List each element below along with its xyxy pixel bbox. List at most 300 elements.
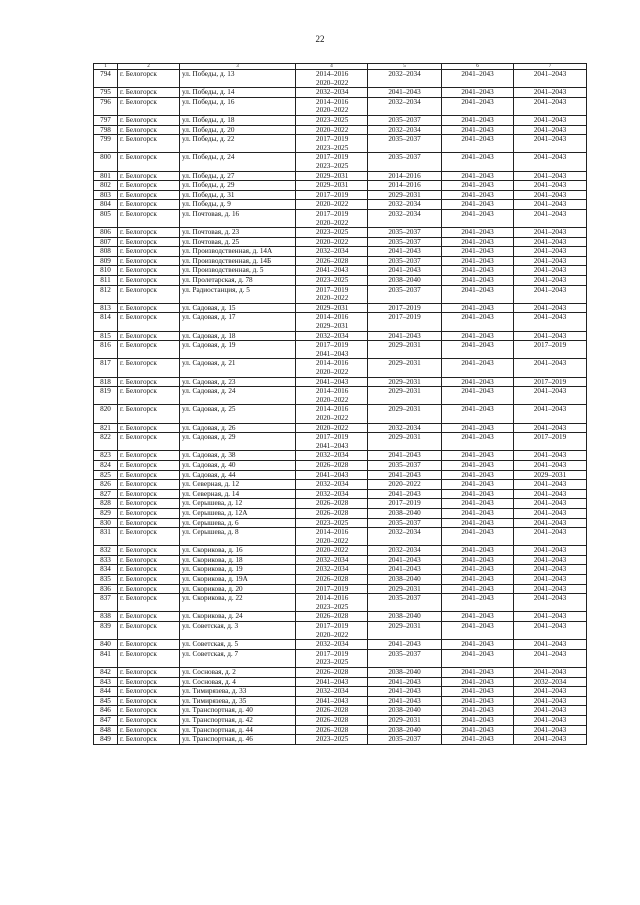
address-cell: ул. Победы, д. 24 (180, 153, 296, 171)
period-line: 2026–2028 (316, 725, 349, 734)
city-cell: г. Белогорск (118, 135, 180, 153)
row-number-cell: 810 (94, 266, 118, 276)
period-line: 2023–2025 (316, 276, 349, 285)
period-5-cell: 2035–2037 (368, 153, 442, 171)
city-cell: г. Белогорск (118, 584, 180, 594)
address-cell: ул. Садовая, д. 25 (180, 405, 296, 423)
address-cell: ул. Советская, д. 3 (180, 622, 296, 640)
period-6-cell: 2041–2043 (442, 460, 514, 470)
period-7-cell: 2041–2043 (514, 209, 587, 227)
address-cell: ул. Победы, д. 29 (180, 181, 296, 191)
city-cell: г. Белогорск (118, 460, 180, 470)
period-line: 2014–2016 (316, 405, 349, 414)
period-6-cell: 2041–2043 (442, 480, 514, 490)
column-number-3: 3 (180, 64, 296, 70)
row-number-cell: 822 (94, 433, 118, 451)
address-cell: ул. Тимирязева, д. 35 (180, 696, 296, 706)
table-row (94, 565, 587, 575)
page-number: 22 (315, 34, 325, 44)
row-number-cell: 828 (94, 499, 118, 509)
table-row (94, 181, 587, 191)
row-number-cell: 846 (94, 706, 118, 716)
period-4-cell (296, 584, 368, 594)
address-cell: ул. Почтовая, д. 25 (180, 237, 296, 247)
period-5-cell: 2017–2019 (368, 499, 442, 509)
period-5-cell: 2041–2043 (368, 331, 442, 341)
period-6-cell: 2041–2043 (442, 470, 514, 480)
city-cell: г. Белогорск (118, 125, 180, 135)
city-cell: г. Белогорск (118, 696, 180, 706)
address-cell: ул. Серышева, д. 12 (180, 499, 296, 509)
table-row (94, 256, 587, 266)
period-7-cell: 2041–2043 (514, 423, 587, 433)
period-4-cell (296, 228, 368, 238)
period-5-cell: 2032–2034 (368, 70, 442, 88)
city-cell: г. Белогорск (118, 115, 180, 125)
table-row (94, 715, 587, 725)
period-7-cell: 2041–2043 (514, 451, 587, 461)
table-row (94, 266, 587, 276)
period-6-cell: 2041–2043 (442, 341, 514, 359)
address-cell: ул. Победы, д. 9 (180, 200, 296, 210)
period-6-cell: 2041–2043 (442, 359, 514, 377)
row-number-cell: 807 (94, 237, 118, 247)
period-5-cell: 2041–2043 (368, 266, 442, 276)
address-cell: ул. Скорикова, д. 22 (180, 594, 296, 612)
period-7-cell: 2041–2043 (514, 276, 587, 286)
period-6-cell: 2041–2043 (442, 209, 514, 227)
period-6-cell: 2041–2043 (442, 153, 514, 171)
period-7-cell: 2041–2043 (514, 612, 587, 622)
period-5-cell: 2041–2043 (368, 555, 442, 565)
address-cell: ул. Почтовая, д. 23 (180, 228, 296, 238)
period-4-cell (296, 640, 368, 650)
table-row (94, 649, 587, 667)
city-cell: г. Белогорск (118, 405, 180, 423)
city-cell: г. Белогорск (118, 594, 180, 612)
period-6-cell: 2041–2043 (442, 125, 514, 135)
row-number-cell: 799 (94, 135, 118, 153)
table-row (94, 341, 587, 359)
period-6-cell: 2041–2043 (442, 735, 514, 745)
period-line: 2023–2025 (316, 658, 349, 667)
period-line: 2029–2031 (316, 322, 349, 331)
period-4-cell (296, 470, 368, 480)
period-5-cell: 2029–2031 (368, 715, 442, 725)
table-row (94, 725, 587, 735)
period-6-cell: 2041–2043 (442, 640, 514, 650)
period-4-cell (296, 303, 368, 313)
city-cell: г. Белогорск (118, 687, 180, 697)
period-4-cell (296, 171, 368, 181)
period-line: 2017–2019 (316, 649, 349, 658)
schedule-table (93, 63, 587, 745)
table-row (94, 387, 587, 405)
period-5-cell: 2035–2037 (368, 135, 442, 153)
city-cell: г. Белогорск (118, 735, 180, 745)
address-cell: ул. Победы, д. 20 (180, 125, 296, 135)
city-cell: г. Белогорск (118, 228, 180, 238)
period-4-cell (296, 276, 368, 286)
row-number-cell: 834 (94, 565, 118, 575)
column-number-6: 6 (442, 64, 514, 70)
period-4-cell (296, 518, 368, 528)
table-row (94, 405, 587, 423)
period-6-cell: 2041–2043 (442, 528, 514, 546)
period-4-cell (296, 88, 368, 98)
period-4-cell (296, 725, 368, 735)
address-cell: ул. Серышева, д. 12А (180, 508, 296, 518)
period-5-cell: 2014–2016 (368, 171, 442, 181)
period-7-cell: 2017–2019 (514, 377, 587, 387)
address-cell: ул. Транспортная, д. 44 (180, 725, 296, 735)
period-6-cell: 2041–2043 (442, 677, 514, 687)
address-cell: ул. Садовая, д. 29 (180, 433, 296, 451)
city-cell: г. Белогорск (118, 97, 180, 115)
period-line: 2020–2022 (316, 413, 349, 422)
period-7-cell: 2041–2043 (514, 594, 587, 612)
period-6-cell: 2041–2043 (442, 405, 514, 423)
address-cell: ул. Транспортная, д. 46 (180, 735, 296, 745)
period-6-cell: 2041–2043 (442, 190, 514, 200)
city-cell: г. Белогорск (118, 313, 180, 331)
city-cell: г. Белогорск (118, 546, 180, 556)
period-5-cell: 2041–2043 (368, 470, 442, 480)
period-6-cell: 2041–2043 (442, 88, 514, 98)
period-line: 2032–2034 (316, 451, 349, 460)
period-6-cell: 2041–2043 (442, 313, 514, 331)
table-row (94, 125, 587, 135)
period-line: 2020–2022 (316, 630, 349, 639)
table-row (94, 584, 587, 594)
city-cell: г. Белогорск (118, 190, 180, 200)
period-4-cell (296, 135, 368, 153)
row-number-cell: 829 (94, 508, 118, 518)
period-7-cell: 2041–2043 (514, 725, 587, 735)
address-cell: ул. Садовая, д. 17 (180, 313, 296, 331)
period-4-cell (296, 266, 368, 276)
address-cell: ул. Победы, д. 27 (180, 171, 296, 181)
period-line: 2020–2022 (316, 218, 349, 227)
period-7-cell: 2041–2043 (514, 499, 587, 509)
row-number-cell: 809 (94, 256, 118, 266)
period-6-cell: 2041–2043 (442, 331, 514, 341)
period-4-cell (296, 70, 368, 88)
period-line: 2020–2022 (316, 78, 349, 87)
period-5-cell: 2035–2037 (368, 228, 442, 238)
period-line: 2026–2028 (316, 460, 349, 469)
city-cell: г. Белогорск (118, 725, 180, 735)
period-7-cell: 2041–2043 (514, 584, 587, 594)
period-6-cell: 2041–2043 (442, 612, 514, 622)
period-5-cell: 2017–2019 (368, 303, 442, 313)
city-cell: г. Белогорск (118, 706, 180, 716)
city-cell: г. Белогорск (118, 387, 180, 405)
period-4-cell (296, 97, 368, 115)
table-row (94, 546, 587, 556)
period-line: 2020–2022 (316, 106, 349, 115)
period-6-cell: 2041–2043 (442, 594, 514, 612)
table-row (94, 171, 587, 181)
period-7-cell: 2029–2031 (514, 470, 587, 480)
period-line: 2020–2022 (316, 546, 349, 555)
city-cell: г. Белогорск (118, 153, 180, 171)
period-line: 2014–2016 (316, 70, 349, 78)
address-cell: ул. Транспортная, д. 42 (180, 715, 296, 725)
row-number-cell: 819 (94, 387, 118, 405)
period-7-cell: 2041–2043 (514, 687, 587, 697)
address-cell: ул. Садовая, д. 15 (180, 303, 296, 313)
period-line: 2032–2034 (316, 480, 349, 489)
row-number-cell: 831 (94, 528, 118, 546)
row-number-cell: 805 (94, 209, 118, 227)
period-4-cell (296, 341, 368, 359)
period-4-cell (296, 706, 368, 716)
row-number-cell: 840 (94, 640, 118, 650)
period-4-cell (296, 460, 368, 470)
table-row (94, 696, 587, 706)
period-5-cell: 2032–2034 (368, 97, 442, 115)
period-7-cell: 2041–2043 (514, 256, 587, 266)
table-row (94, 640, 587, 650)
row-number-cell: 821 (94, 423, 118, 433)
row-number-cell: 801 (94, 171, 118, 181)
period-7-cell: 2041–2043 (514, 359, 587, 377)
period-5-cell: 2035–2037 (368, 594, 442, 612)
period-6-cell: 2041–2043 (442, 725, 514, 735)
address-cell: ул. Производственная, д. 14Б (180, 256, 296, 266)
city-cell: г. Белогорск (118, 480, 180, 490)
address-cell: ул. Транспортная, д. 40 (180, 706, 296, 716)
row-number-cell: 841 (94, 649, 118, 667)
period-5-cell: 2029–2031 (368, 359, 442, 377)
period-5-cell: 2041–2043 (368, 687, 442, 697)
table-row (94, 677, 587, 687)
city-cell: г. Белогорск (118, 640, 180, 650)
period-7-cell: 2041–2043 (514, 285, 587, 303)
city-cell: г. Белогорск (118, 451, 180, 461)
period-5-cell: 2032–2034 (368, 423, 442, 433)
period-7-cell: 2041–2043 (514, 125, 587, 135)
address-cell: ул. Скорикова, д. 16 (180, 546, 296, 556)
period-line: 2020–2022 (316, 237, 349, 246)
period-line: 2014–2016 (316, 528, 349, 537)
city-cell: г. Белогорск (118, 256, 180, 266)
period-5-cell: 2038–2040 (368, 575, 442, 585)
period-4-cell (296, 247, 368, 257)
period-5-cell: 2035–2037 (368, 285, 442, 303)
period-4-cell (296, 181, 368, 191)
city-cell: г. Белогорск (118, 331, 180, 341)
period-6-cell: 2041–2043 (442, 171, 514, 181)
address-cell: ул. Скорикова, д. 19 (180, 565, 296, 575)
table-row (94, 200, 587, 210)
address-cell: ул. Садовая, д. 40 (180, 460, 296, 470)
table-row (94, 706, 587, 716)
table-row (94, 508, 587, 518)
period-7-cell: 2041–2043 (514, 405, 587, 423)
period-5-cell: 2035–2037 (368, 649, 442, 667)
address-cell: ул. Садовая, д. 23 (180, 377, 296, 387)
period-line: 2017–2019 (316, 622, 349, 631)
city-cell: г. Белогорск (118, 209, 180, 227)
table-row (94, 622, 587, 640)
city-cell: г. Белогорск (118, 622, 180, 640)
period-6-cell: 2041–2043 (442, 256, 514, 266)
period-line: 2032–2034 (316, 565, 349, 574)
row-number-cell: 838 (94, 612, 118, 622)
table-row (94, 359, 587, 377)
address-cell: ул. Скорикова, д. 18 (180, 555, 296, 565)
period-6-cell: 2041–2043 (442, 266, 514, 276)
row-number-cell: 796 (94, 97, 118, 115)
city-cell: г. Белогорск (118, 377, 180, 387)
period-7-cell: 2041–2043 (514, 489, 587, 499)
row-number-cell: 825 (94, 470, 118, 480)
table-row (94, 285, 587, 303)
address-cell: ул. Садовая, д. 19 (180, 341, 296, 359)
city-cell: г. Белогорск (118, 181, 180, 191)
period-7-cell: 2041–2043 (514, 555, 587, 565)
table-row (94, 594, 587, 612)
row-number-cell: 839 (94, 622, 118, 640)
period-7-cell: 2041–2043 (514, 640, 587, 650)
period-4-cell (296, 285, 368, 303)
period-7-cell: 2041–2043 (514, 622, 587, 640)
table-row (94, 228, 587, 238)
period-4-cell (296, 622, 368, 640)
city-cell: г. Белогорск (118, 423, 180, 433)
period-6-cell: 2041–2043 (442, 423, 514, 433)
period-4-cell (296, 433, 368, 451)
table-row (94, 97, 587, 115)
table-row (94, 668, 587, 678)
period-4-cell (296, 405, 368, 423)
period-line: 2026–2028 (316, 575, 349, 584)
period-7-cell: 2041–2043 (514, 190, 587, 200)
period-5-cell: 2029–2031 (368, 584, 442, 594)
period-7-cell: 2041–2043 (514, 331, 587, 341)
row-number-cell: 802 (94, 181, 118, 191)
city-cell: г. Белогорск (118, 247, 180, 257)
period-4-cell (296, 555, 368, 565)
city-cell: г. Белогорск (118, 508, 180, 518)
period-6-cell: 2041–2043 (442, 575, 514, 585)
period-5-cell: 2038–2040 (368, 276, 442, 286)
period-7-cell: 2041–2043 (514, 649, 587, 667)
period-line: 2023–2025 (316, 161, 349, 170)
period-line: 2032–2034 (316, 247, 349, 256)
address-cell: ул. Северная, д. 12 (180, 480, 296, 490)
period-4-cell (296, 612, 368, 622)
period-5-cell: 2032–2034 (368, 209, 442, 227)
period-6-cell: 2041–2043 (442, 546, 514, 556)
period-6-cell: 2041–2043 (442, 451, 514, 461)
period-6-cell: 2041–2043 (442, 377, 514, 387)
table-row (94, 451, 587, 461)
period-7-cell: 2041–2043 (514, 237, 587, 247)
column-number-2: 2 (118, 64, 180, 70)
table-row (94, 423, 587, 433)
period-7-cell: 2041–2043 (514, 508, 587, 518)
period-4-cell (296, 237, 368, 247)
city-cell: г. Белогорск (118, 555, 180, 565)
city-cell: г. Белогорск (118, 266, 180, 276)
period-5-cell: 2038–2040 (368, 612, 442, 622)
row-number-cell: 842 (94, 668, 118, 678)
address-cell: ул. Скорикова, д. 20 (180, 584, 296, 594)
period-4-cell (296, 387, 368, 405)
period-6-cell: 2041–2043 (442, 687, 514, 697)
period-line: 2041–2043 (316, 677, 349, 686)
row-number-cell: 804 (94, 200, 118, 210)
city-cell: г. Белогорск (118, 88, 180, 98)
table-row (94, 612, 587, 622)
row-number-cell: 832 (94, 546, 118, 556)
period-line: 2029–2031 (316, 181, 349, 190)
row-number-cell: 816 (94, 341, 118, 359)
period-7-cell: 2041–2043 (514, 706, 587, 716)
table-row (94, 489, 587, 499)
period-6-cell: 2041–2043 (442, 622, 514, 640)
period-4-cell (296, 209, 368, 227)
period-5-cell: 2029–2031 (368, 433, 442, 451)
row-number-cell: 827 (94, 489, 118, 499)
row-number-cell: 811 (94, 276, 118, 286)
period-line: 2017–2019 (316, 341, 349, 350)
period-7-cell: 2017–2019 (514, 341, 587, 359)
period-line: 2032–2034 (316, 640, 349, 649)
period-line: 2023–2025 (316, 143, 349, 152)
period-4-cell (296, 489, 368, 499)
row-number-cell: 845 (94, 696, 118, 706)
row-number-cell: 797 (94, 115, 118, 125)
period-line: 2032–2034 (316, 687, 349, 696)
period-6-cell: 2041–2043 (442, 247, 514, 257)
period-7-cell: 2041–2043 (514, 460, 587, 470)
table-row (94, 303, 587, 313)
column-number-1: 1 (94, 64, 118, 70)
period-5-cell: 2041–2043 (368, 489, 442, 499)
period-5-cell: 2041–2043 (368, 451, 442, 461)
period-6-cell: 2041–2043 (442, 303, 514, 313)
row-number-cell: 798 (94, 125, 118, 135)
period-5-cell: 2035–2037 (368, 115, 442, 125)
period-4-cell (296, 331, 368, 341)
row-number-cell: 803 (94, 190, 118, 200)
city-cell: г. Белогорск (118, 470, 180, 480)
period-6-cell: 2041–2043 (442, 228, 514, 238)
period-7-cell: 2041–2043 (514, 696, 587, 706)
address-cell: ул. Серышева, д. 8 (180, 528, 296, 546)
period-4-cell (296, 451, 368, 461)
period-5-cell: 2029–2031 (368, 387, 442, 405)
period-7-cell: 2041–2043 (514, 181, 587, 191)
row-number-cell: 817 (94, 359, 118, 377)
row-number-cell: 824 (94, 460, 118, 470)
period-6-cell: 2041–2043 (442, 565, 514, 575)
row-number-cell: 843 (94, 677, 118, 687)
row-number-cell: 818 (94, 377, 118, 387)
period-4-cell (296, 115, 368, 125)
period-6-cell: 2041–2043 (442, 200, 514, 210)
period-7-cell: 2041–2043 (514, 518, 587, 528)
period-4-cell (296, 649, 368, 667)
city-cell: г. Белогорск (118, 341, 180, 359)
period-line: 2014–2016 (316, 97, 349, 106)
period-6-cell: 2041–2043 (442, 696, 514, 706)
table-row (94, 247, 587, 257)
